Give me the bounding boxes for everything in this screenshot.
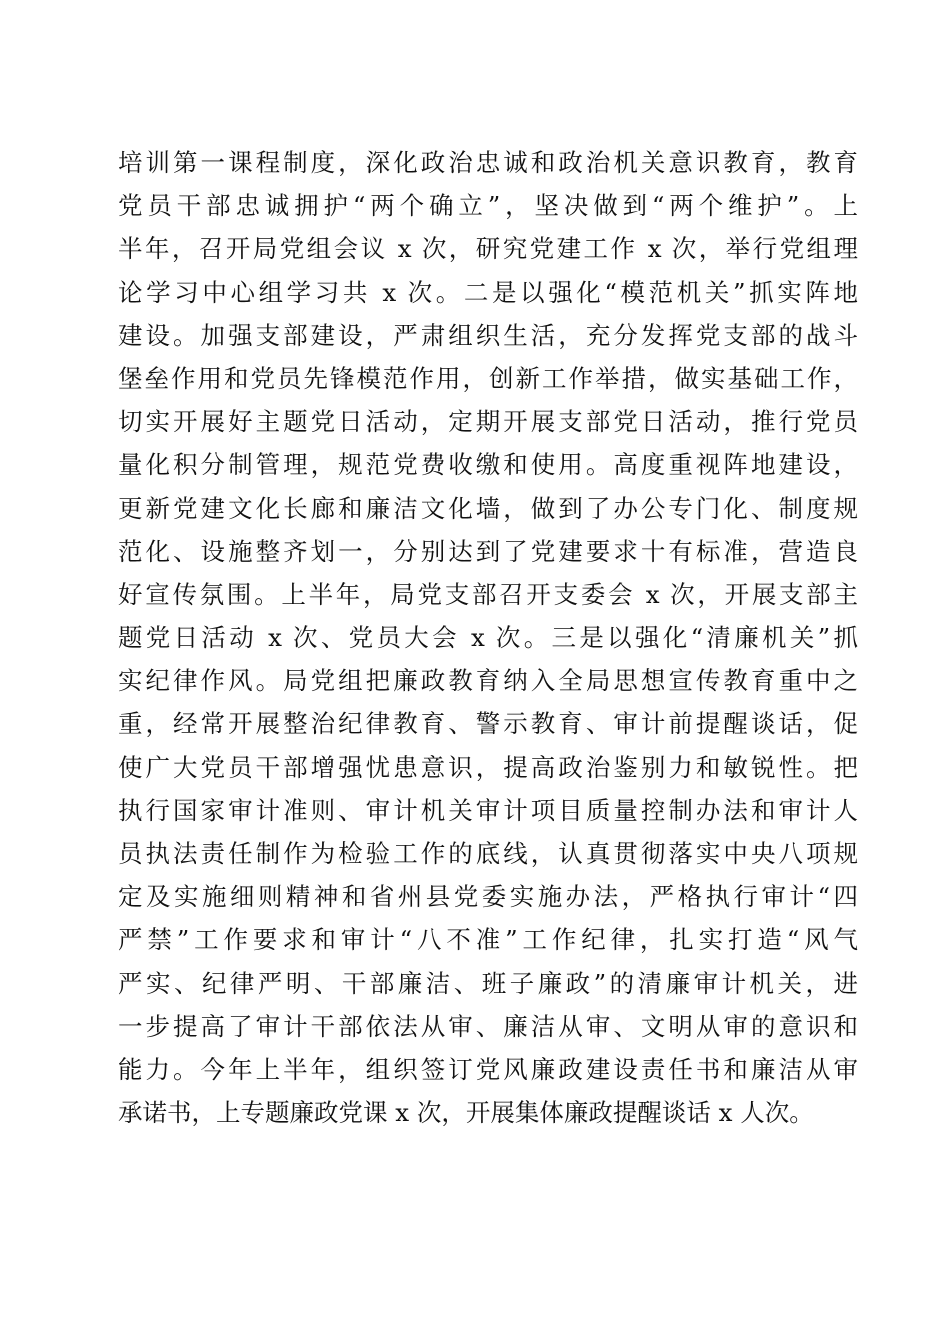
body-paragraph [118, 141, 858, 1134]
text-line: 员执法责任制作为检验工作的底线，认真贯彻落实中央八项规 [118, 839, 858, 868]
text-line: 半年，召开局党组会议 x 次，研究党建工作 x 次，举行党组理 [118, 234, 858, 264]
text-line: 堡垒作用和党员先锋模范作用，创新工作举措，做实基础工作， [118, 363, 858, 393]
text-line: 好宣传氛围。上半年，局党支部召开支委会 x 次，开展支部主 [118, 579, 858, 609]
text-line: 量化积分制管理，规范党费收缴和使用。高度重视阵地建设， [118, 450, 858, 480]
text-line: 论学习中心组学习共 x 次。二是以强化“模范机关”抓实阵地 [118, 277, 858, 307]
text-line: 重，经常开展整治纪律教育、警示教育、审计前提醒谈话，促 [118, 709, 858, 739]
text-line: 建设。加强支部建设，严肃组织生活，充分发挥党支部的战斗 [118, 320, 858, 350]
text-line: 一步提高了审计干部依法从审、廉洁从审、文明从审的意识和 [118, 1011, 858, 1041]
text-line: 承诺书，上专题廉政党课 x 次，开展集体廉政提醒谈话 x 人次。 [118, 1098, 814, 1128]
text-line: 执行国家审计准则、审计机关审计项目质量控制办法和审计人 [118, 795, 858, 825]
text-line: 范化、设施整齐划一，分别达到了党建要求十有标准，营造良 [118, 536, 858, 566]
text-line: 更新党建文化长廊和廉洁文化墙，做到了办公专门化、制度规 [118, 493, 858, 523]
text-line: 使广大党员干部增强忧患意识，提高政治鉴别力和敏锐性。把 [118, 752, 858, 782]
text-line: 定及实施细则精神和省州县党委实施办法，严格执行审计“四 [118, 882, 858, 912]
text-line: 严禁”工作要求和审计“八不准”工作纪律，扎实打造“风气 [118, 925, 858, 955]
text-line: 切实开展好主题党日活动，定期开展支部党日活动，推行党员 [118, 407, 858, 437]
text-line: 题党日活动 x 次、党员大会 x 次。三是以强化“清廉机关”抓 [118, 623, 858, 653]
text-line: 严实、纪律严明、干部廉洁、班子廉政”的清廉审计机关，进 [118, 968, 858, 998]
text-line: 培训第一课程制度，深化政治忠诚和政治机关意识教育，教育 [118, 148, 858, 177]
text-line: 实纪律作风。局党组把廉政教育纳入全局思想宣传教育重中之 [118, 666, 858, 696]
text-line: 党员干部忠诚拥护“两个确立”，坚决做到“两个维护”。上 [118, 191, 858, 221]
text-line: 能力。今年上半年，组织签订党风廉政建设责任书和廉洁从审 [118, 1054, 858, 1084]
